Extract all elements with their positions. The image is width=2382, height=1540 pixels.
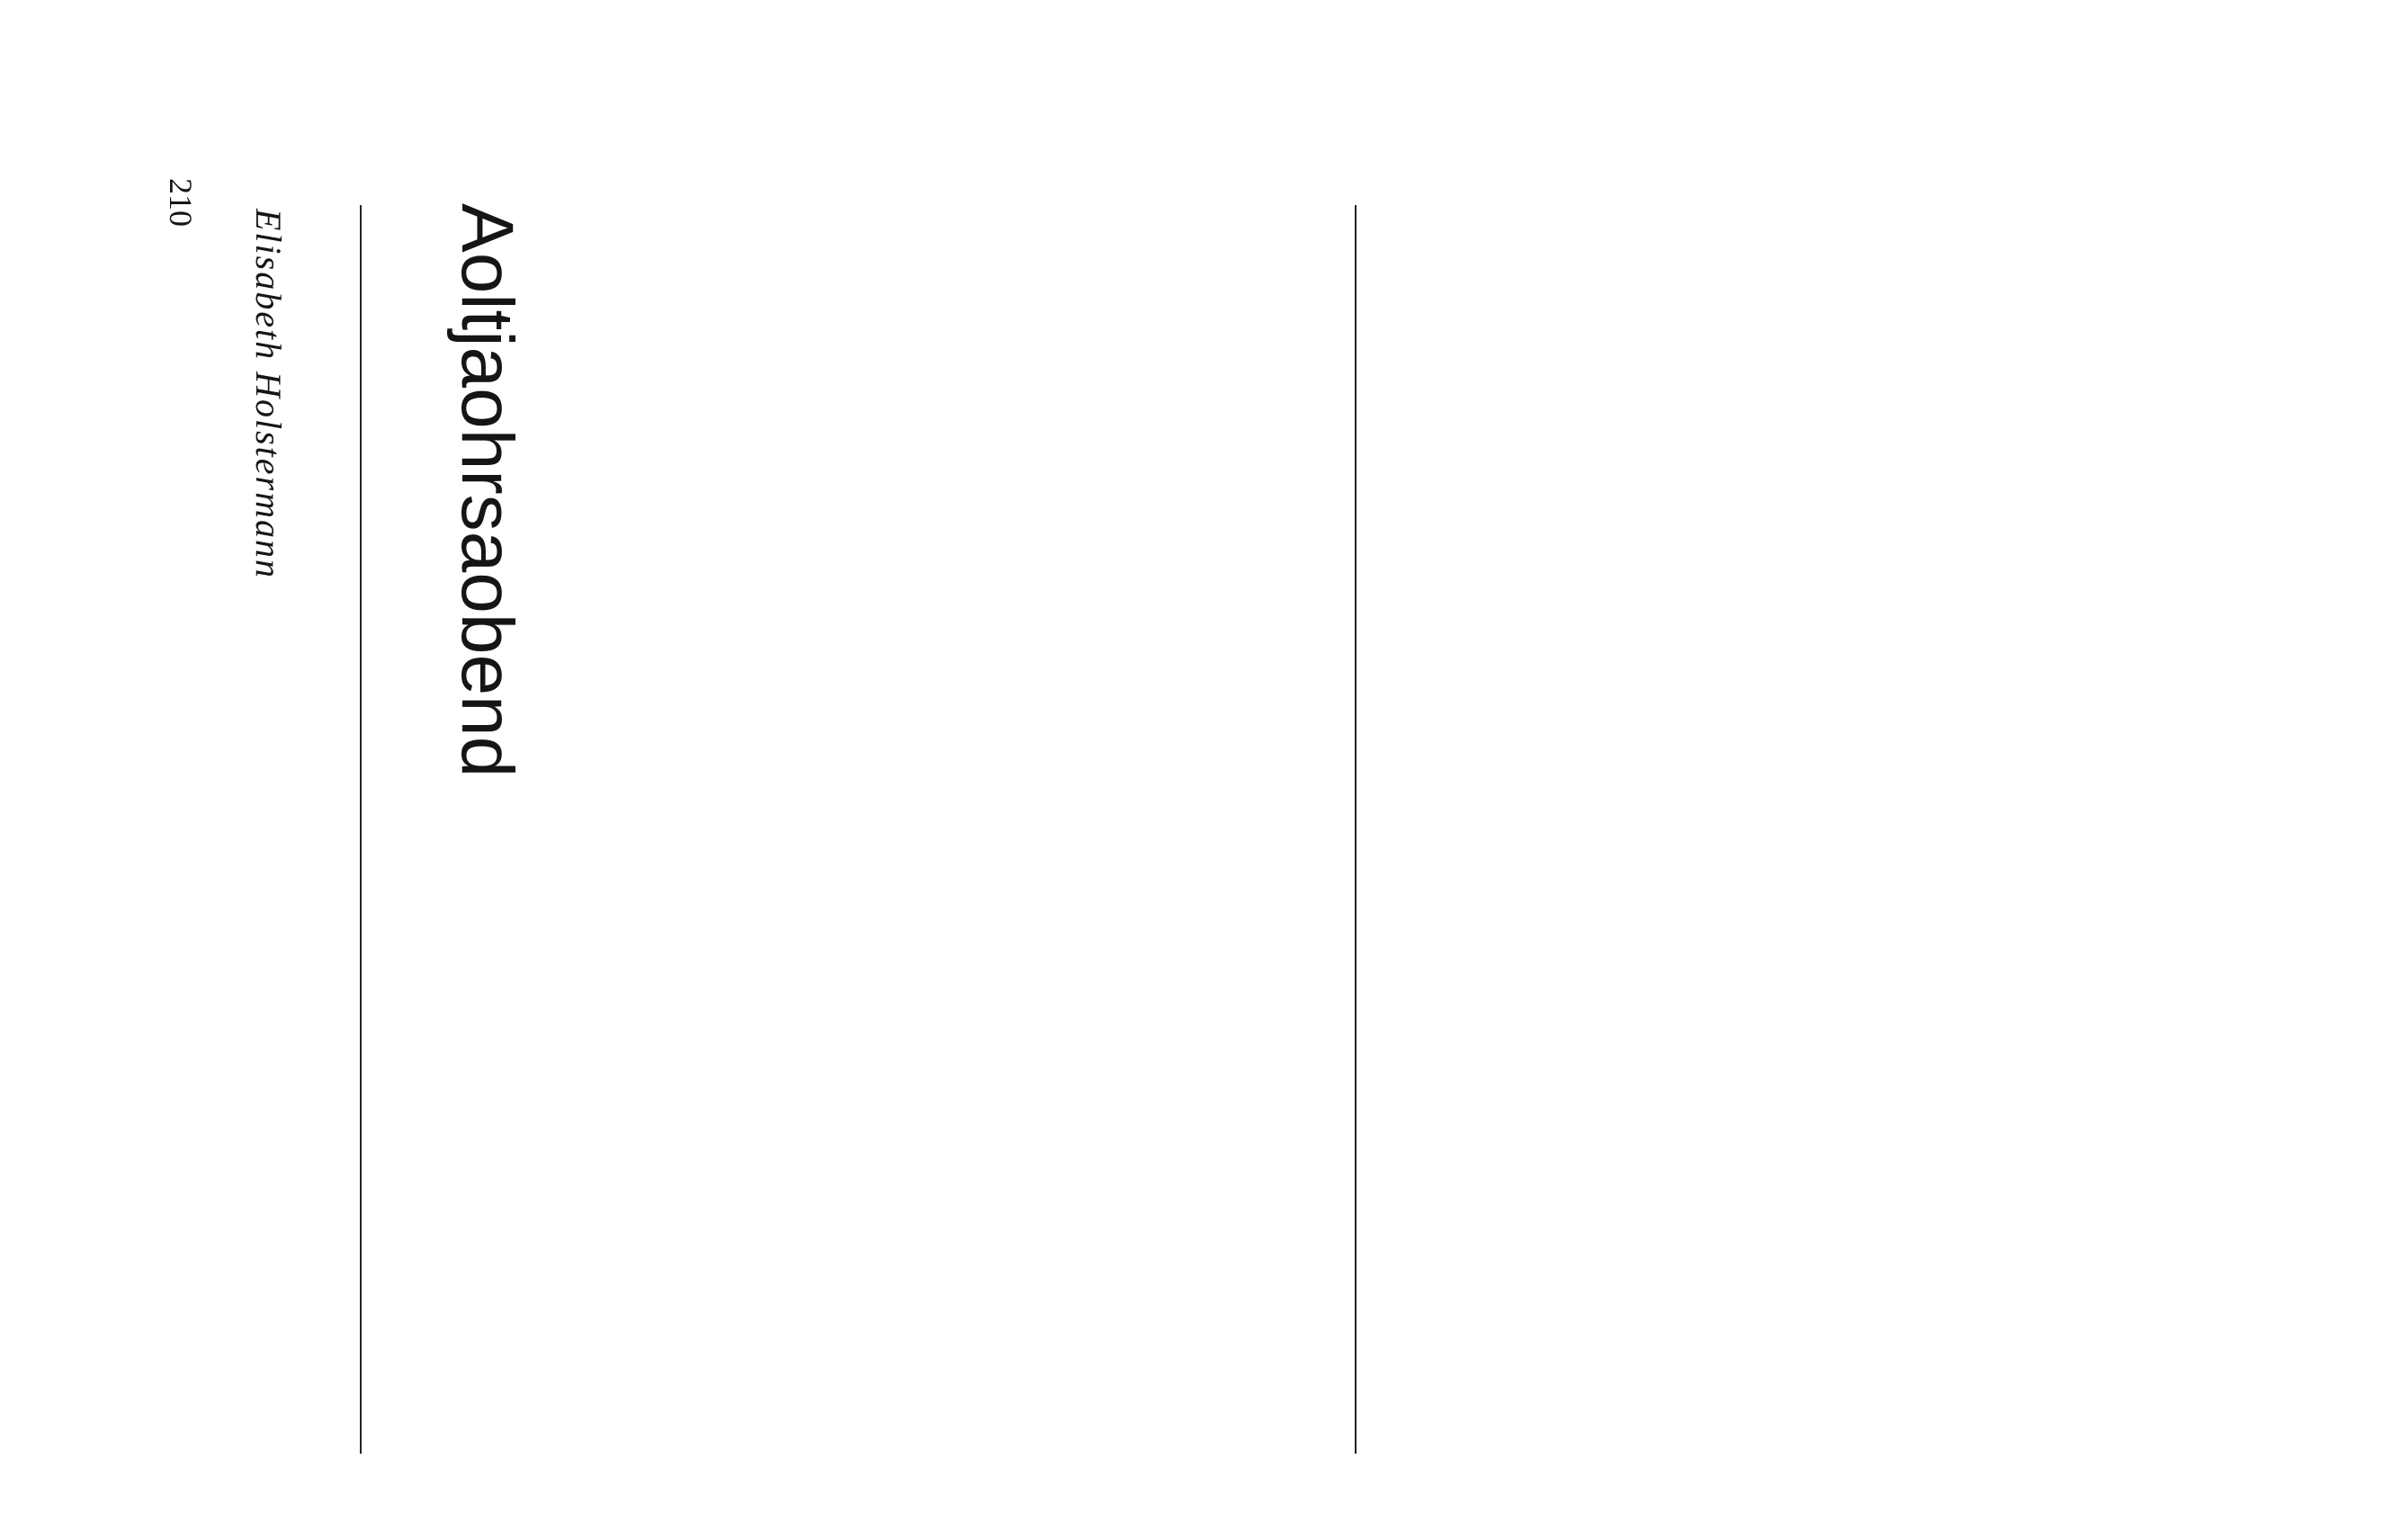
page-number: 210 <box>163 178 199 227</box>
header-rule <box>360 205 362 1454</box>
story-body <box>567 205 1331 1454</box>
author-name: Elisabeth Holstermann <box>248 209 289 579</box>
story-title: Aoltjaohrsaobend <box>446 203 528 778</box>
footer-rule <box>1355 205 1357 1454</box>
